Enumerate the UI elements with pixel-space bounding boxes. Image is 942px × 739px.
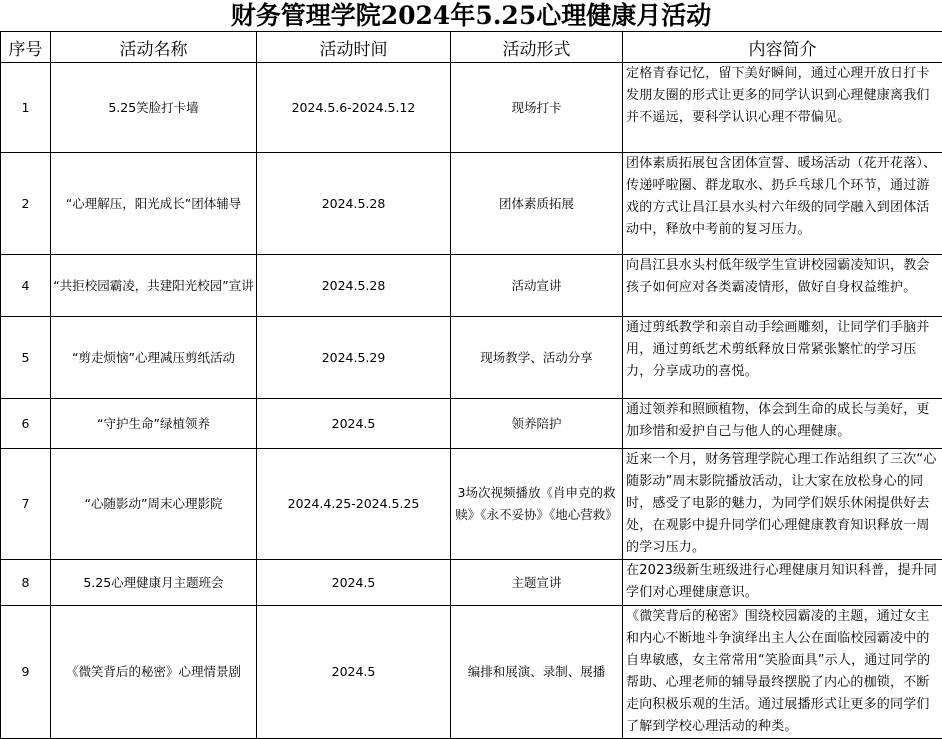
cell-name: 5.25笑脸打卡墙	[51, 63, 257, 153]
cell-desc: 《微笑背后的秘密》围绕校园霸凌的主题，通过女主和内心不断地斗争演绎出主人公在面临校园霸凌中的自卑敏感，女主常常用“笑脸面具”示人，通过同学的帮助、心理老师的辅导最终摆脱了内心的枷锁，不断走向积极乐观的生活。通过展播形式让更多的同学们了解到学校心理活动的种类。	[623, 606, 942, 739]
cell-form: 3场次视频播放《肖申克的救赎》《永不妥协》《地心营救》	[451, 449, 623, 560]
cell-form: 编排和展演、录制、展播	[451, 606, 623, 739]
cell-time: 2024.5	[257, 560, 451, 606]
cell-seq: 6	[1, 399, 51, 449]
cell-desc: 在2023级新生班级进行心理健康月知识科普，提升同学们对心理健康意识。	[623, 560, 942, 606]
cell-name: “守护生命”绿植领养	[51, 399, 257, 449]
header-form: 活动形式	[451, 32, 623, 63]
header-time: 活动时间	[257, 32, 451, 63]
cell-seq: 4	[1, 255, 51, 317]
table-row	[1, 449, 942, 560]
cell-form: 现场教学、活动分享	[451, 317, 623, 399]
header-row	[1, 32, 942, 63]
cell-desc: 通过领养和照顾植物，体会到生命的成长与美好，更加珍惜和爱护自己与他人的心理健康。	[623, 399, 942, 449]
cell-name: “心理解压，阳光成长”团体辅导	[51, 153, 257, 255]
cell-form: 团体素质拓展	[451, 153, 623, 255]
cell-seq: 5	[1, 317, 51, 399]
table-row	[1, 255, 942, 317]
cell-form: 活动宣讲	[451, 255, 623, 317]
cell-time: 2024.5.29	[257, 317, 451, 399]
cell-form: 主题宣讲	[451, 560, 623, 606]
table-row	[1, 399, 942, 449]
cell-name: “共拒校园霸凌，共建阳光校园”宣讲	[51, 255, 257, 317]
cell-seq: 1	[1, 63, 51, 153]
cell-time: 2024.5	[257, 606, 451, 739]
cell-desc: 近来一个月，财务管理学院心理工作站组织了三次“心随影动”周末影院播放活动，让大家在放松身心的同时，感受了电影的魅力，为同学们娱乐休闲提供好去处，在观影中提升同学们心理健康教育知识释放一周的学习压力。	[623, 449, 942, 560]
cell-name: 5.25心理健康月主题班会	[51, 560, 257, 606]
cell-seq: 7	[1, 449, 51, 560]
cell-seq: 9	[1, 606, 51, 739]
cell-name: “心随影动”周末心理影院	[51, 449, 257, 560]
cell-seq: 2	[1, 153, 51, 255]
page-title: 财务管理学院2024年5.25心理健康月活动	[0, 0, 942, 31]
header-seq: 序号	[1, 32, 51, 63]
cell-name: 《微笑背后的秘密》心理情景剧	[51, 606, 257, 739]
cell-time: 2024.5	[257, 399, 451, 449]
table-row	[1, 63, 942, 153]
cell-desc: 团体素质拓展包含团体宣誓、暖场活动（花开花落）、传递呼啦圈、群龙取水、扔乒乓球几个环节，通过游戏的方式让昌江县水头村六年级的同学融入到团体活动中，释放中考前的复习压力。	[623, 153, 942, 255]
header-desc: 内容简介	[623, 32, 942, 63]
cell-time: 2024.5.6-2024.5.12	[257, 63, 451, 153]
cell-seq: 8	[1, 560, 51, 606]
table-row	[1, 560, 942, 606]
cell-name: “剪走烦恼”心理减压剪纸活动	[51, 317, 257, 399]
cell-desc: 通过剪纸教学和亲自动手绘画雕刻，让同学们手脑并用，通过剪纸艺术剪纸释放日常紧张繁忙的学习压力，分享成功的喜悦。	[623, 317, 942, 399]
header-name: 活动名称	[51, 32, 257, 63]
cell-desc: 向昌江县水头村低年级学生宣讲校园霸凌知识，教会孩子如何应对各类霸凌情形，做好自身权益维护。	[623, 255, 942, 317]
cell-desc: 定格青春记忆，留下美好瞬间，通过心理开放日打卡发朋友圈的形式让更多的同学认识到心理健康离我们并不遥远，要科学认识心理不带偏见。	[623, 63, 942, 153]
table-row	[1, 153, 942, 255]
table-row	[1, 317, 942, 399]
cell-time: 2024.5.28	[257, 255, 451, 317]
cell-time: 2024.5.28	[257, 153, 451, 255]
cell-form: 领养陪护	[451, 399, 623, 449]
cell-time: 2024.4.25-2024.5.25	[257, 449, 451, 560]
activity-table	[0, 31, 942, 739]
cell-form: 现场打卡	[451, 63, 623, 153]
